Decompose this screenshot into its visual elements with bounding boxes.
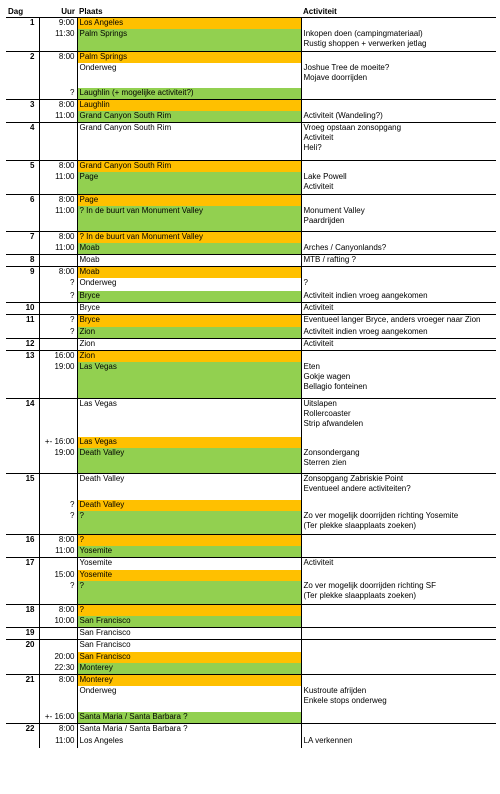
table-row bbox=[6, 399, 496, 437]
cell-plaats[interactable]: Palm Springs bbox=[77, 52, 301, 63]
cell-uur[interactable]: 8:00 bbox=[39, 267, 77, 278]
header-activiteit[interactable]: Activiteit bbox=[301, 6, 496, 18]
cell-plaats[interactable]: Onderweg bbox=[79, 277, 117, 287]
table-row bbox=[6, 100, 496, 111]
cell-dag[interactable]: 6 bbox=[6, 195, 39, 206]
cell-plaats[interactable]: ? bbox=[77, 535, 301, 546]
cell-dag[interactable]: 20 bbox=[6, 640, 39, 652]
cell-plaats[interactable]: Zion bbox=[77, 351, 301, 362]
activiteit-line: Zonsondergang bbox=[303, 447, 360, 457]
cell-dag[interactable]: 17 bbox=[6, 558, 39, 570]
cell-activiteit[interactable] bbox=[301, 339, 496, 351]
cell-plaats[interactable]: Grand Canyon South Rim bbox=[77, 123, 301, 161]
activiteit-line: Activiteit indien vroeg aangekomen bbox=[303, 326, 428, 336]
cell-dag[interactable]: 2 bbox=[6, 52, 39, 63]
cell-uur[interactable]: 16:00 bbox=[39, 351, 77, 362]
cell-dag[interactable]: 10 bbox=[6, 303, 39, 315]
cell-activiteit[interactable] bbox=[301, 500, 496, 511]
cell-dag[interactable]: 14 bbox=[6, 399, 39, 437]
cell-uur[interactable] bbox=[39, 558, 77, 570]
cell-plaats[interactable]: Las Vegas bbox=[77, 399, 301, 437]
cell-uur[interactable]: 11:00 bbox=[39, 206, 77, 232]
cell-dag[interactable]: 8 bbox=[6, 255, 39, 267]
cell-activiteit[interactable] bbox=[301, 448, 496, 474]
table-row bbox=[6, 88, 496, 100]
cell-uur[interactable]: 8:00 bbox=[39, 675, 77, 686]
cell-uur[interactable]: 11:00 bbox=[39, 172, 77, 195]
cell-plaats[interactable]: Santa Maria / Santa Barbara ? bbox=[77, 712, 301, 724]
activiteit-line: Sterren zien bbox=[303, 457, 347, 467]
itinerary-rows bbox=[6, 18, 496, 748]
cell-dag[interactable] bbox=[6, 448, 39, 474]
cell-dag[interactable]: 15 bbox=[6, 474, 39, 500]
table-row bbox=[6, 675, 496, 686]
cell-plaats[interactable]: ? bbox=[77, 511, 301, 535]
cell-plaats[interactable]: Bryce bbox=[77, 291, 301, 303]
activiteit-line: Uitslapen bbox=[303, 399, 337, 408]
cell-activiteit[interactable] bbox=[301, 63, 496, 88]
cell-activiteit[interactable] bbox=[301, 399, 496, 437]
activiteit-line: Activiteit bbox=[303, 133, 334, 142]
cell-plaats[interactable]: Laughlin (+ mogelijke activiteit?) bbox=[77, 88, 301, 100]
cell-uur[interactable]: 8:00 bbox=[39, 161, 77, 172]
cell-plaats[interactable]: ? In de buurt van Monument Valley bbox=[77, 206, 301, 232]
cell-uur[interactable]: ? bbox=[39, 291, 77, 303]
table-row bbox=[6, 686, 496, 712]
activiteit-line: Joshue Tree de moeite? bbox=[303, 62, 390, 72]
cell-activiteit[interactable] bbox=[301, 88, 496, 100]
cell-dag[interactable] bbox=[6, 652, 39, 663]
cell-activiteit[interactable] bbox=[301, 640, 496, 652]
table-row bbox=[6, 712, 496, 724]
activiteit-line: Inkopen doen (campingmateriaal) bbox=[303, 28, 423, 38]
cell-uur[interactable]: 19:00 bbox=[39, 448, 77, 474]
cell-dag[interactable]: 9 bbox=[6, 267, 39, 278]
cell-plaats[interactable]: Moab bbox=[77, 243, 301, 255]
table-row bbox=[6, 206, 496, 232]
cell-dag[interactable] bbox=[6, 172, 39, 195]
activiteit-line: ? bbox=[303, 277, 308, 287]
table-row bbox=[6, 616, 496, 628]
cell-activiteit[interactable] bbox=[301, 558, 496, 570]
cell-plaats[interactable]: Zion bbox=[77, 327, 301, 339]
cell-uur[interactable] bbox=[39, 255, 77, 267]
activiteit-line: Lake Powell bbox=[303, 171, 347, 181]
cell-activiteit[interactable] bbox=[301, 123, 496, 161]
table-row bbox=[6, 195, 496, 206]
table-row bbox=[6, 291, 496, 303]
cell-uur[interactable]: 8:00 bbox=[39, 195, 77, 206]
table-row bbox=[6, 724, 496, 736]
cell-activiteit[interactable] bbox=[301, 546, 496, 558]
activiteit-line: Heli? bbox=[303, 143, 322, 152]
cell-activiteit[interactable] bbox=[301, 161, 496, 172]
table-row bbox=[6, 640, 496, 652]
cell-activiteit[interactable] bbox=[301, 616, 496, 628]
cell-dag[interactable] bbox=[6, 29, 39, 52]
table-row bbox=[6, 161, 496, 172]
cell-activiteit[interactable] bbox=[301, 437, 496, 448]
cell-activiteit[interactable] bbox=[301, 351, 496, 362]
cell-uur[interactable]: 8:00 bbox=[39, 605, 77, 616]
cell-plaats[interactable]: San Francisco bbox=[77, 616, 301, 628]
cell-plaats[interactable]: Grand Canyon South Rim bbox=[77, 161, 301, 172]
table-row bbox=[6, 546, 496, 558]
cell-plaats[interactable]: Onderweg bbox=[79, 685, 117, 695]
itinerary-sheet bbox=[6, 6, 496, 748]
cell-plaats[interactable]: Santa Maria / Santa Barbara ? bbox=[77, 724, 301, 736]
cell-plaats[interactable]: Page bbox=[77, 195, 301, 206]
cell-dag[interactable]: 22 bbox=[6, 724, 39, 736]
activiteit-line: Bellagio fonteinen bbox=[303, 381, 368, 391]
table-row bbox=[6, 29, 496, 52]
cell-dag[interactable]: 11 bbox=[6, 315, 39, 327]
cell-dag[interactable]: 5 bbox=[6, 161, 39, 172]
cell-dag[interactable]: 4 bbox=[6, 123, 39, 161]
cell-uur[interactable] bbox=[39, 686, 77, 712]
activiteit-line: Zonsopgang Zabriskie Point bbox=[303, 474, 404, 483]
cell-activiteit[interactable] bbox=[301, 511, 496, 535]
cell-dag[interactable] bbox=[6, 546, 39, 558]
activiteit-line: Eventueel andere activiteiten? bbox=[303, 484, 411, 493]
header-uur[interactable]: Uur bbox=[39, 6, 77, 18]
cell-activiteit[interactable] bbox=[301, 362, 496, 399]
cell-plaats[interactable]: San Francisco bbox=[77, 652, 301, 663]
cell-activiteit[interactable] bbox=[301, 686, 496, 712]
table-row bbox=[6, 111, 496, 123]
cell-dag[interactable]: 13 bbox=[6, 351, 39, 362]
cell-uur[interactable]: 8:00 bbox=[39, 724, 77, 736]
cell-dag[interactable] bbox=[6, 278, 39, 291]
cell-dag[interactable] bbox=[6, 686, 39, 712]
table-row bbox=[6, 628, 496, 640]
table-row bbox=[6, 605, 496, 616]
cell-uur[interactable] bbox=[39, 628, 77, 640]
cell-activiteit[interactable] bbox=[301, 195, 496, 206]
table-row bbox=[6, 63, 496, 88]
cell-dag[interactable]: 7 bbox=[6, 232, 39, 243]
cell-uur[interactable]: ? bbox=[39, 581, 77, 605]
cell-activiteit[interactable] bbox=[301, 663, 496, 675]
activiteit-line: Eventueel langer Bryce, anders vroeger naar Zion bbox=[303, 315, 481, 324]
activiteit-line: Rustig shoppen + verwerken jetlag bbox=[303, 38, 427, 48]
table-row bbox=[6, 172, 496, 195]
activiteit-line: Strip afwandelen bbox=[303, 419, 364, 428]
cell-plaats[interactable]: ? In de buurt van Monument Valley bbox=[77, 232, 301, 243]
activiteit-line: LA verkennen bbox=[303, 735, 353, 745]
activiteit-line: Activiteit bbox=[303, 339, 334, 348]
cell-uur[interactable]: ? bbox=[39, 88, 77, 100]
cell-dag[interactable] bbox=[6, 570, 39, 581]
cell-activiteit[interactable] bbox=[301, 243, 496, 255]
header-plaats[interactable]: Plaats bbox=[77, 6, 301, 18]
activiteit-line: MTB / rafting ? bbox=[303, 255, 356, 264]
table-row bbox=[6, 232, 496, 243]
cell-plaats[interactable]: Moab bbox=[77, 267, 301, 278]
cell-uur[interactable]: 8:00 bbox=[39, 535, 77, 546]
cell-uur[interactable]: ? bbox=[39, 278, 77, 291]
table-row bbox=[6, 437, 496, 448]
table-row bbox=[6, 558, 496, 570]
cell-dag[interactable] bbox=[6, 291, 39, 303]
table-row bbox=[6, 652, 496, 663]
cell-dag[interactable]: 16 bbox=[6, 535, 39, 546]
activiteit-line: Activiteit bbox=[303, 558, 334, 567]
cell-uur[interactable]: ? bbox=[39, 327, 77, 339]
table-row bbox=[6, 511, 496, 535]
cell-plaats[interactable]: Death Valley bbox=[77, 474, 301, 500]
cell-uur[interactable]: 8:00 bbox=[39, 100, 77, 111]
cell-uur[interactable]: +- 16:00 bbox=[39, 437, 77, 448]
activiteit-line: Kustroute afrijden bbox=[303, 685, 367, 695]
cell-plaats[interactable]: Yosemite bbox=[77, 570, 301, 581]
activiteit-line: Rollercoaster bbox=[303, 409, 351, 418]
table-row bbox=[6, 243, 496, 255]
table-row bbox=[6, 474, 496, 500]
activiteit-line: Monument Valley bbox=[303, 205, 365, 215]
cell-plaats[interactable]: Page bbox=[77, 172, 301, 195]
cell-uur[interactable]: 11:00 bbox=[39, 736, 77, 748]
cell-activiteit[interactable] bbox=[301, 675, 496, 686]
cell-activiteit[interactable] bbox=[301, 736, 496, 748]
cell-plaats[interactable]: Death Valley bbox=[77, 500, 301, 511]
cell-dag[interactable] bbox=[6, 663, 39, 675]
cell-plaats[interactable]: San Francisco bbox=[77, 628, 301, 640]
cell-plaats[interactable]: Yosemite bbox=[77, 558, 301, 570]
activiteit-line: Activiteit indien vroeg aangekomen bbox=[303, 290, 428, 300]
table-row bbox=[6, 351, 496, 362]
cell-uur[interactable] bbox=[39, 303, 77, 315]
cell-uur[interactable]: 9:00 bbox=[39, 18, 77, 29]
cell-uur[interactable]: 15:00 bbox=[39, 570, 77, 581]
cell-uur[interactable]: ? bbox=[39, 511, 77, 535]
header-dag[interactable]: Dag bbox=[6, 6, 39, 18]
table-row bbox=[6, 18, 496, 29]
table-row bbox=[6, 123, 496, 161]
cell-plaats[interactable]: Laughlin bbox=[77, 100, 301, 111]
cell-plaats[interactable]: Bryce bbox=[77, 303, 301, 315]
cell-dag[interactable] bbox=[6, 581, 39, 605]
itinerary-table bbox=[6, 6, 496, 748]
cell-uur[interactable]: 11:00 bbox=[39, 546, 77, 558]
activiteit-line: Eten bbox=[303, 361, 320, 371]
cell-plaats[interactable]: Los Angeles bbox=[79, 735, 124, 745]
cell-activiteit[interactable] bbox=[301, 278, 496, 291]
cell-uur[interactable]: 8:00 bbox=[39, 52, 77, 63]
cell-activiteit[interactable] bbox=[301, 255, 496, 267]
cell-activiteit[interactable] bbox=[301, 232, 496, 243]
cell-plaats[interactable]: Monterey bbox=[77, 675, 301, 686]
activiteit-line: Activiteit bbox=[303, 181, 334, 191]
cell-activiteit[interactable] bbox=[301, 111, 496, 123]
table-row bbox=[6, 327, 496, 339]
cell-activiteit[interactable] bbox=[301, 581, 496, 605]
cell-uur[interactable]: ? bbox=[39, 500, 77, 511]
cell-dag[interactable] bbox=[6, 362, 39, 399]
cell-uur[interactable]: +- 16:00 bbox=[39, 712, 77, 724]
cell-uur[interactable]: 11:30 bbox=[39, 29, 77, 52]
cell-plaats[interactable]: Zion bbox=[77, 339, 301, 351]
activiteit-line: (Ter plekke slaapplaats zoeken) bbox=[303, 590, 417, 600]
activiteit-line: Activiteit bbox=[303, 303, 334, 312]
activiteit-line: Paardrijden bbox=[303, 215, 345, 225]
table-row bbox=[6, 278, 496, 291]
cell-plaats[interactable]: ? bbox=[77, 581, 301, 605]
cell-plaats[interactable]: Bryce bbox=[77, 315, 301, 327]
cell-activiteit[interactable] bbox=[301, 535, 496, 546]
cell-activiteit[interactable] bbox=[301, 29, 496, 52]
cell-dag[interactable] bbox=[6, 111, 39, 123]
cell-activiteit[interactable] bbox=[301, 303, 496, 315]
cell-activiteit[interactable] bbox=[301, 570, 496, 581]
cell-uur[interactable]: 10:00 bbox=[39, 616, 77, 628]
table-row bbox=[6, 339, 496, 351]
cell-uur[interactable]: 11:00 bbox=[39, 243, 77, 255]
cell-uur[interactable] bbox=[39, 399, 77, 437]
cell-activiteit[interactable] bbox=[301, 100, 496, 111]
activiteit-line: Mojave doorrijden bbox=[303, 72, 368, 82]
table-row bbox=[6, 736, 496, 748]
cell-dag[interactable]: 19 bbox=[6, 628, 39, 640]
cell-uur[interactable] bbox=[39, 339, 77, 351]
cell-dag[interactable] bbox=[6, 243, 39, 255]
cell-dag[interactable]: 18 bbox=[6, 605, 39, 616]
table-row bbox=[6, 535, 496, 546]
cell-dag[interactable] bbox=[6, 206, 39, 232]
cell-uur[interactable]: 19:00 bbox=[39, 362, 77, 399]
cell-uur[interactable]: ? bbox=[39, 315, 77, 327]
cell-plaats[interactable]: Yosemite bbox=[77, 546, 301, 558]
cell-uur[interactable] bbox=[39, 63, 77, 88]
cell-uur[interactable]: 20:00 bbox=[39, 652, 77, 663]
cell-activiteit[interactable] bbox=[301, 172, 496, 195]
cell-uur[interactable]: 11:00 bbox=[39, 111, 77, 123]
cell-activiteit[interactable] bbox=[301, 652, 496, 663]
cell-dag[interactable]: 1 bbox=[6, 18, 39, 29]
table-row bbox=[6, 362, 496, 399]
cell-dag[interactable]: 21 bbox=[6, 675, 39, 686]
cell-plaats[interactable]: Las Vegas bbox=[77, 362, 301, 399]
table-row bbox=[6, 581, 496, 605]
table-row bbox=[6, 448, 496, 474]
cell-activiteit[interactable] bbox=[301, 206, 496, 232]
cell-activiteit[interactable] bbox=[301, 315, 496, 327]
cell-plaats[interactable]: Death Valley bbox=[77, 448, 301, 474]
activiteit-line: Zo ver mogelijk doorrijden richting SF bbox=[303, 580, 436, 590]
cell-plaats[interactable]: Las Vegas bbox=[77, 437, 301, 448]
cell-activiteit[interactable] bbox=[301, 52, 496, 63]
cell-activiteit[interactable] bbox=[301, 18, 496, 29]
activiteit-line: Enkele stops onderweg bbox=[303, 695, 387, 705]
cell-plaats[interactable]: Onderweg bbox=[79, 62, 117, 72]
cell-plaats[interactable]: Monterey bbox=[77, 663, 301, 675]
cell-plaats[interactable]: Grand Canyon South Rim bbox=[77, 111, 301, 123]
cell-plaats[interactable]: Moab bbox=[77, 255, 301, 267]
activiteit-line: Arches / Canyonlands? bbox=[303, 242, 387, 252]
cell-dag[interactable]: 12 bbox=[6, 339, 39, 351]
cell-activiteit[interactable] bbox=[301, 605, 496, 616]
cell-activiteit[interactable] bbox=[301, 724, 496, 736]
cell-activiteit[interactable] bbox=[301, 474, 496, 500]
cell-uur[interactable]: 8:00 bbox=[39, 232, 77, 243]
cell-plaats[interactable]: Palm Springs bbox=[77, 29, 301, 52]
cell-dag[interactable] bbox=[6, 511, 39, 535]
cell-uur[interactable]: 22:30 bbox=[39, 663, 77, 675]
header-row bbox=[6, 6, 496, 18]
cell-dag[interactable] bbox=[6, 616, 39, 628]
cell-uur[interactable] bbox=[39, 123, 77, 161]
table-row bbox=[6, 52, 496, 63]
cell-dag[interactable] bbox=[6, 437, 39, 448]
activiteit-line: Vroeg opstaan zonsopgang bbox=[303, 123, 402, 132]
cell-activiteit[interactable] bbox=[301, 712, 496, 724]
cell-dag[interactable] bbox=[6, 63, 39, 88]
cell-plaats[interactable]: ? bbox=[77, 605, 301, 616]
table-row bbox=[6, 500, 496, 511]
cell-dag[interactable] bbox=[6, 88, 39, 100]
cell-activiteit[interactable] bbox=[301, 327, 496, 339]
cell-dag[interactable]: 3 bbox=[6, 100, 39, 111]
activiteit-line: Zo ver mogelijk doorrijden richting Yosemite bbox=[303, 510, 459, 520]
cell-activiteit[interactable] bbox=[301, 267, 496, 278]
table-row bbox=[6, 267, 496, 278]
cell-uur[interactable] bbox=[39, 474, 77, 500]
cell-activiteit[interactable] bbox=[301, 628, 496, 640]
cell-dag[interactable] bbox=[6, 736, 39, 748]
activiteit-line: Activiteit (Wandeling?) bbox=[303, 110, 383, 120]
table-row bbox=[6, 255, 496, 267]
activiteit-line: (Ter plekke slaapplaats zoeken) bbox=[303, 520, 417, 530]
table-row bbox=[6, 303, 496, 315]
activiteit-line: Gokje wagen bbox=[303, 371, 351, 381]
cell-uur[interactable] bbox=[39, 640, 77, 652]
cell-dag[interactable] bbox=[6, 327, 39, 339]
cell-dag[interactable] bbox=[6, 500, 39, 511]
cell-activiteit[interactable] bbox=[301, 291, 496, 303]
table-row bbox=[6, 570, 496, 581]
cell-plaats[interactable]: San Francisco bbox=[77, 640, 301, 652]
cell-plaats[interactable]: Los Angeles bbox=[77, 18, 301, 29]
cell-dag[interactable] bbox=[6, 712, 39, 724]
table-row bbox=[6, 663, 496, 675]
table-row bbox=[6, 315, 496, 327]
